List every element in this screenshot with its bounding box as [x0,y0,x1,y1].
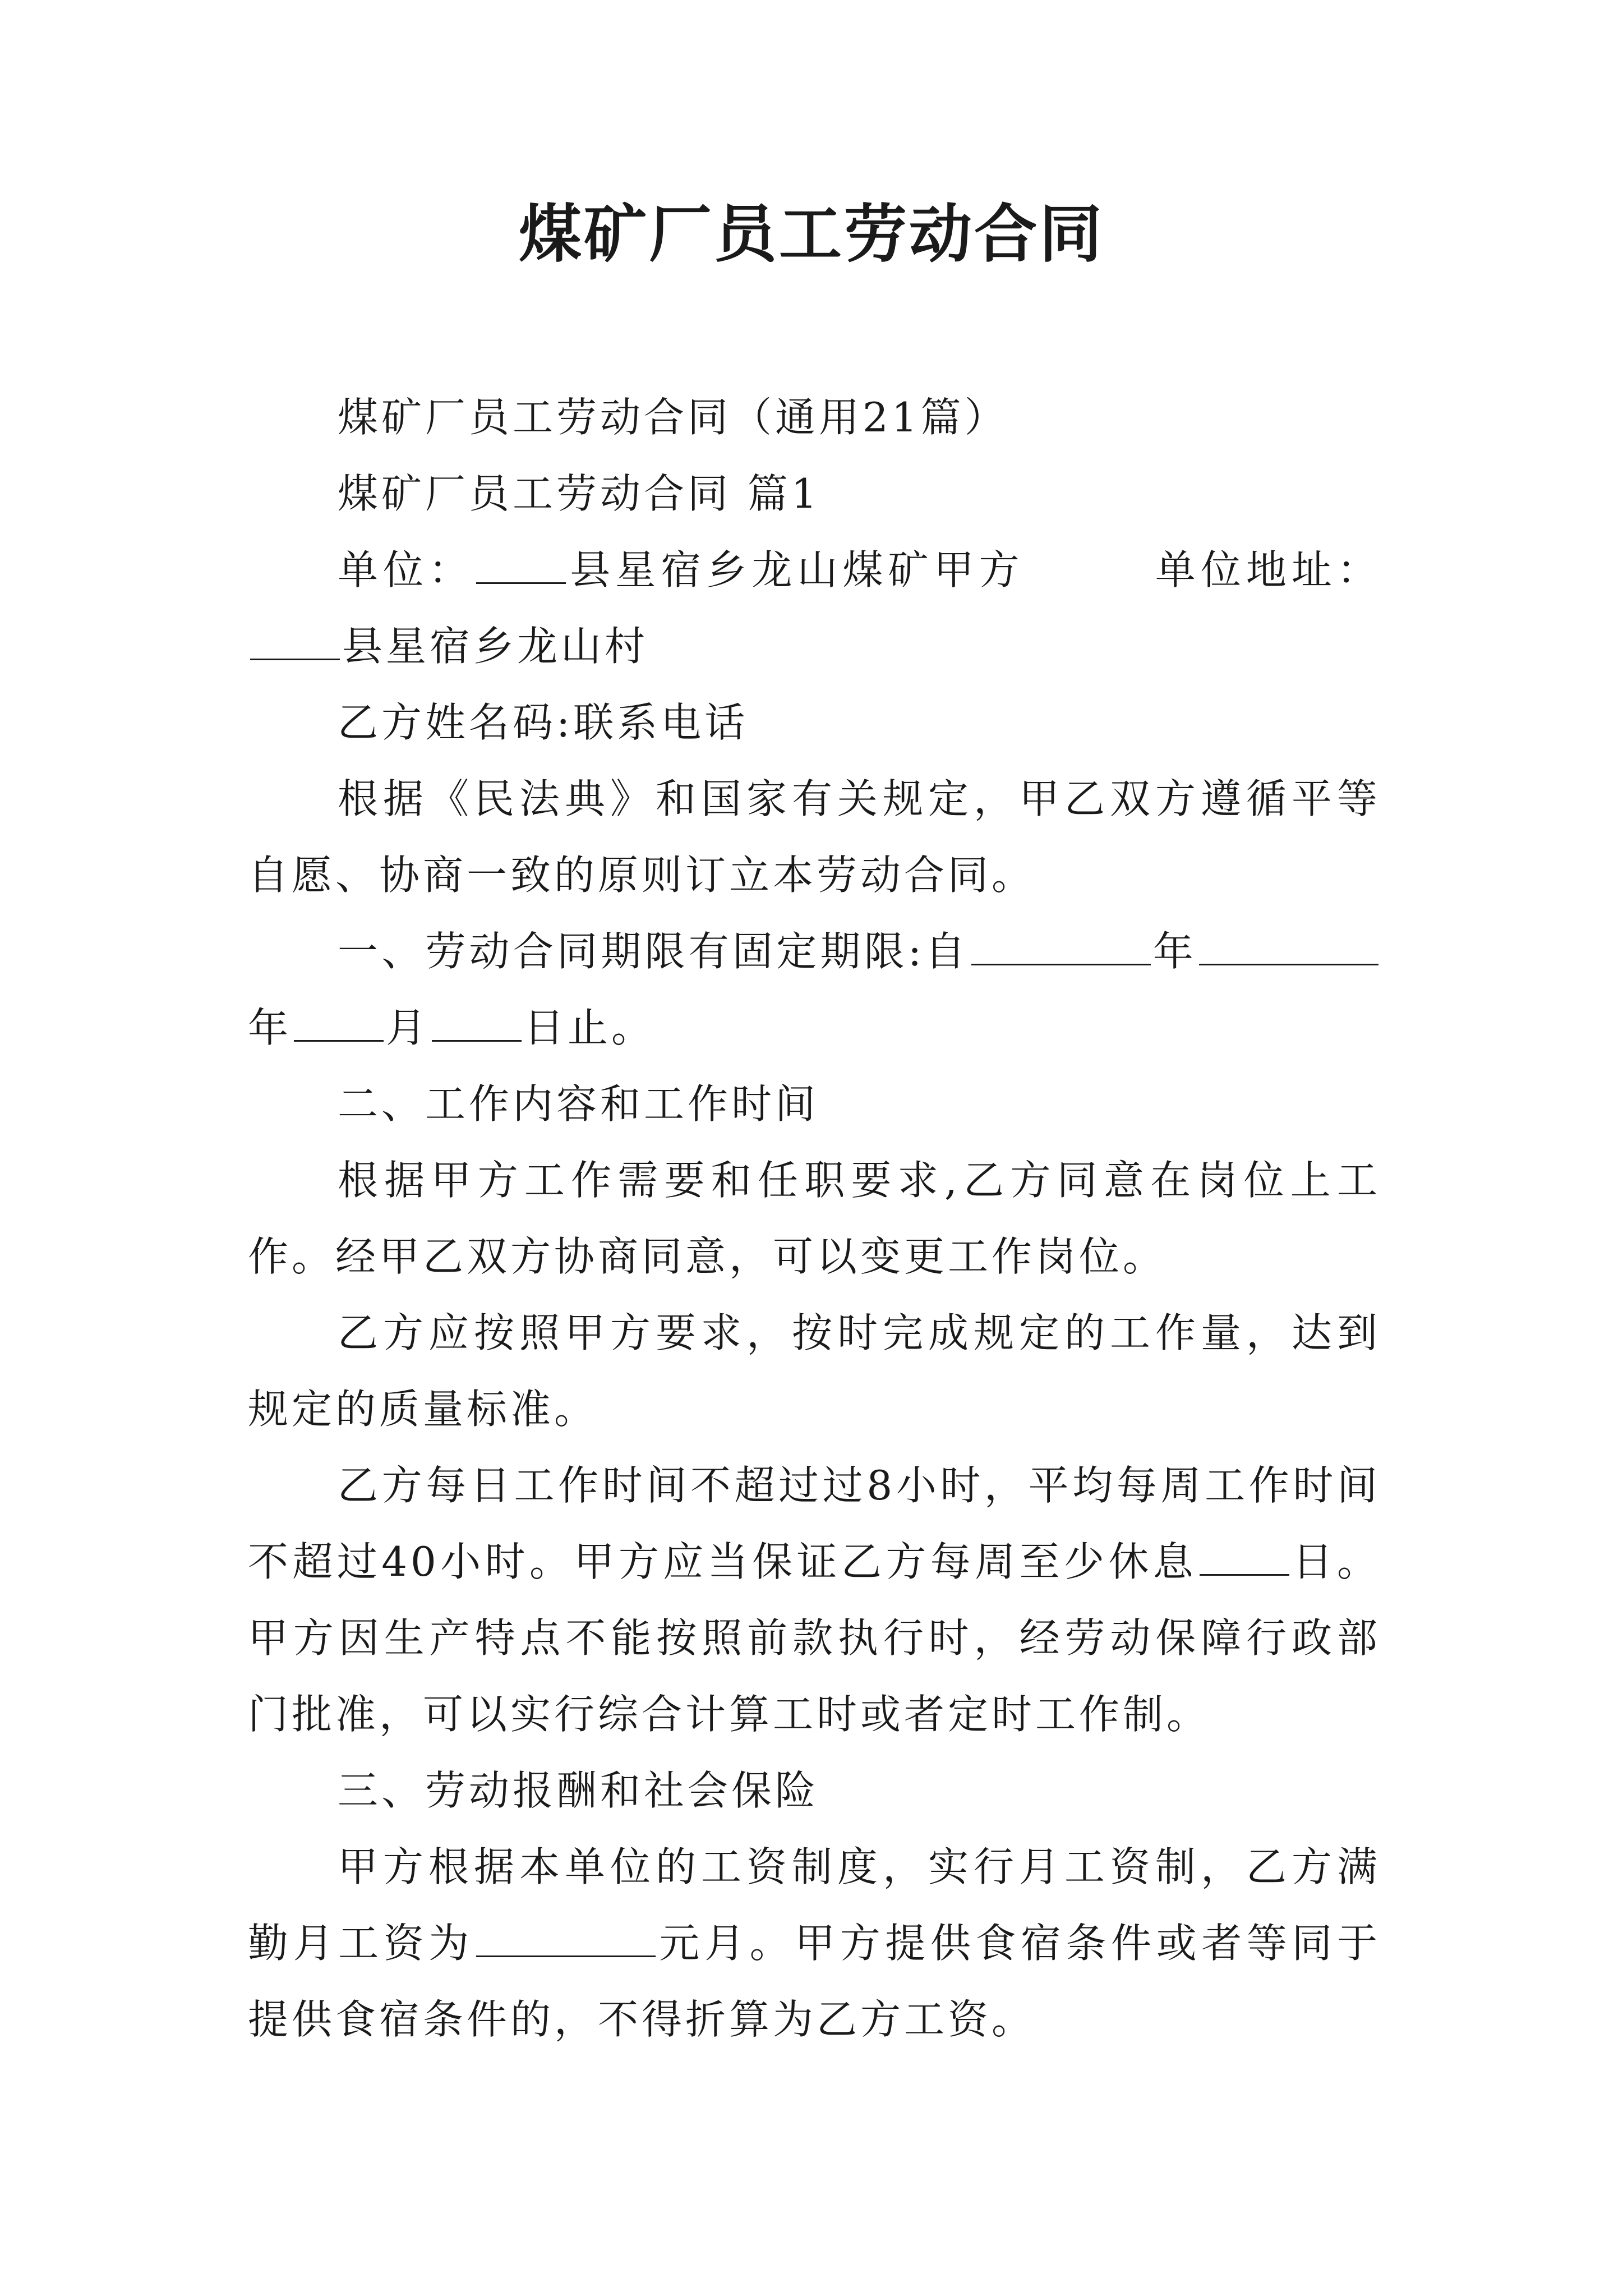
section-heading-text: 二、工作内容和工作时间 [338,1080,819,1128]
unit-label: 单位： [338,546,474,593]
section-heading [248,1066,1381,1142]
salary-paragraph [248,1829,1381,2058]
working-hours-paragraph [248,1447,1381,1752]
unit-paragraph [248,532,1381,684]
blank-line [250,624,340,660]
preamble-text: 根据《民法典》和国家有关规定，甲乙双方遵循平等自愿、协商一致的原则订立本劳动合同。 [248,775,1381,899]
blank-line [476,547,566,584]
working-hours-text-cont: 日。甲方因生产特点不能按照前款执行时，经劳动保障行政部门批准，可以实行综合计算工时或者定时工作制。 [248,1538,1381,1738]
address-value: 县星宿乡龙山村 [342,623,649,670]
party-b-paragraph [248,684,1381,761]
blank-line [294,1005,384,1042]
blank-line [476,1921,656,1957]
preamble-paragraph [248,761,1381,913]
workload-paragraph [248,1295,1381,1447]
month-label: 月 [386,1004,430,1051]
subtitle-paragraph [248,379,1381,455]
party-b-text: 乙方姓名码:联系电话 [338,699,749,746]
blank-line [1200,1539,1289,1576]
work-content-text: 根据甲方工作需要和任职要求,乙方同意在岗位上工作。经甲乙双方协商同意，可以变更工作岗位。 [248,1157,1381,1280]
document-body [248,379,1381,2058]
section-heading [248,1752,1381,1829]
section-heading-text: 三、劳动报酬和社会保险 [338,1767,819,1814]
unit-name: 县星宿乡龙山煤矿甲方 [568,546,1025,593]
address-label: 单位地址： [1153,546,1381,593]
year-label: 年 [1152,928,1197,975]
blank-line [1199,929,1378,965]
working-hours-text: 乙方每日工作时间不超过过8小时，平均每周工作时间不超过40小时。甲方应当保证乙方每周至少休息 [248,1462,1381,1585]
subtitle-text: 煤矿厂员工劳动合同（通用21篇） [338,394,1008,441]
section-heading-text: 煤矿厂员工劳动合同 篇1 [338,470,820,517]
term-paragraph [248,913,1381,1066]
document-title: 煤矿厂员工劳动合同 [519,197,1104,271]
year-label: 年 [248,1004,292,1051]
day-end-label: 日止。 [524,1004,656,1051]
workload-text: 乙方应按照甲方要求，按时完成规定的工作量，达到规定的质量标准。 [248,1309,1381,1433]
salary-text: 甲方根据本单位的工资制度，实行月工资制，乙方满勤月工资为 [248,1843,1381,1967]
blank-line [971,929,1151,965]
term-text: 一、劳动合同期限有固定期限:自 [338,928,969,975]
salary-text-cont: 元月。甲方提供食宿条件或者等同于提供食宿条件的，不得折算为乙方工资。 [248,1920,1381,2043]
blank-line [432,1005,522,1042]
work-content-paragraph [248,1142,1381,1295]
section-heading [248,455,1381,532]
